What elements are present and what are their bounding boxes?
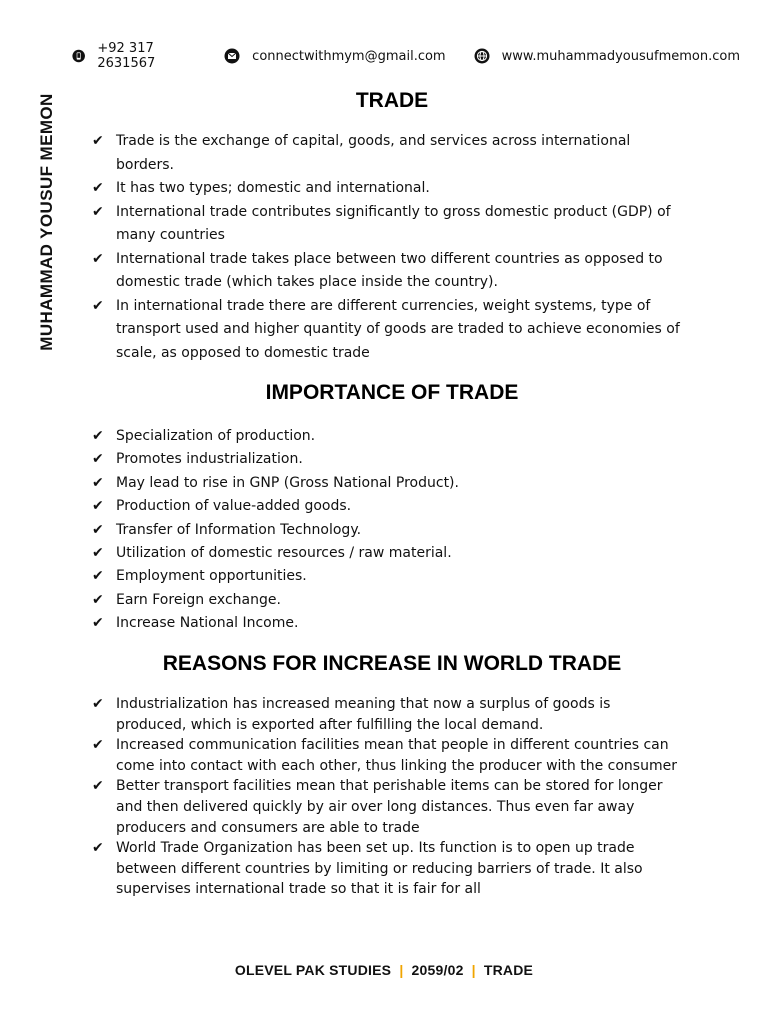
list-item: ✔ It has two types; domestic and international. bbox=[92, 177, 682, 201]
list-item: ✔ Earn Foreign exchange. bbox=[92, 589, 682, 612]
list-item: ✔ Production of value-added goods. bbox=[92, 495, 682, 518]
footer-topic: TRADE bbox=[483, 962, 534, 978]
check-icon: ✔ bbox=[92, 545, 104, 562]
list-item: ✔ Employment opportunities. bbox=[92, 565, 682, 588]
footer-separator: | bbox=[471, 962, 476, 978]
list-item: ✔ May lead to rise in GNP (Gross National Product). bbox=[92, 472, 682, 495]
trade-list bbox=[92, 130, 682, 365]
check-icon: ✔ bbox=[92, 737, 104, 754]
list-item: ✔ Promotes industrialization. bbox=[92, 448, 682, 471]
section-title-importance: IMPORTANCE OF TRADE bbox=[265, 381, 519, 404]
list-item: ✔ Increase National Income. bbox=[92, 612, 682, 635]
check-icon: ✔ bbox=[92, 428, 104, 444]
check-icon: ✔ bbox=[92, 203, 104, 220]
check-icon: ✔ bbox=[92, 297, 104, 314]
phone-icon bbox=[72, 48, 85, 64]
check-icon: ✔ bbox=[92, 591, 104, 608]
email-address: connectwithmym@gmail.com bbox=[252, 48, 446, 64]
list-item: ✔ Trade is the exchange of capital, goods, and services across international borders. bbox=[92, 130, 682, 177]
list-item: ✔ In international trade there are different currencies, weight systems, type of transport used and higher quantity of goods are traded to achieve economies of scale, as opposed to domestic trade bbox=[92, 295, 682, 366]
list-item: ✔ Transfer of Information Technology. bbox=[92, 519, 682, 542]
section-title-trade: TRADE bbox=[355, 89, 429, 112]
check-icon: ✔ bbox=[92, 615, 104, 632]
check-icon: ✔ bbox=[92, 180, 104, 196]
check-icon: ✔ bbox=[92, 451, 104, 468]
check-icon: ✔ bbox=[92, 568, 104, 585]
importance-list bbox=[92, 425, 682, 636]
document-body bbox=[92, 0, 692, 1024]
footer-code: 2059/02 bbox=[411, 962, 464, 978]
check-icon: ✔ bbox=[92, 840, 104, 857]
list-item: ✔ Industrialization has increased meaning that now a surplus of goods is produced, which is exported after fulfilling the local demand. bbox=[92, 696, 611, 733]
footer-subject: OLEVEL PAK STUDIES bbox=[234, 962, 392, 978]
footer-separator: | bbox=[399, 962, 404, 978]
list-item: ✔ Increased communication facilities mean that people in different countries can come into contact with each other, thus linking the producer with the consumer bbox=[92, 737, 677, 774]
list-item: ✔ Specialization of production. bbox=[92, 425, 682, 448]
check-icon: ✔ bbox=[92, 778, 104, 795]
check-icon: ✔ bbox=[92, 521, 104, 538]
check-icon: ✔ bbox=[92, 250, 104, 267]
list-item: ✔ International trade takes place between two different countries as opposed to domestic trade (which takes place inside the country). bbox=[92, 248, 682, 295]
reasons-list bbox=[92, 694, 682, 900]
website-url: www.muhammadyousufmemon.com bbox=[501, 48, 740, 64]
list-item: ✔ World Trade Organization has been set up. Its function is to open up trade between different countries by limiting or reducing barriers of trade. It also supervises international trade so that it is fair for all bbox=[92, 840, 643, 898]
check-icon: ✔ bbox=[92, 498, 104, 515]
section-title-reasons: REASONS FOR INCREASE IN WORLD TRADE bbox=[162, 652, 622, 675]
check-icon: ✔ bbox=[92, 474, 104, 491]
check-icon: ✔ bbox=[92, 133, 104, 149]
page-footer bbox=[0, 962, 768, 978]
list-item: ✔ International trade contributes significantly to gross domestic product (GDP) of many countries bbox=[92, 201, 682, 248]
phone-number: +92 317 2631567 bbox=[97, 41, 156, 71]
list-item: ✔ Utilization of domestic resources / raw material. bbox=[92, 542, 682, 565]
vertical-author-name: MUHAMMAD YOUSUF MEMON bbox=[37, 93, 56, 351]
list-item: ✔ Better transport facilities mean that perishable items can be stored for longer and then delivered quickly by air over long distances. Thus even far away producers and consumers are able to trade bbox=[92, 778, 663, 836]
check-icon: ✔ bbox=[92, 696, 104, 712]
